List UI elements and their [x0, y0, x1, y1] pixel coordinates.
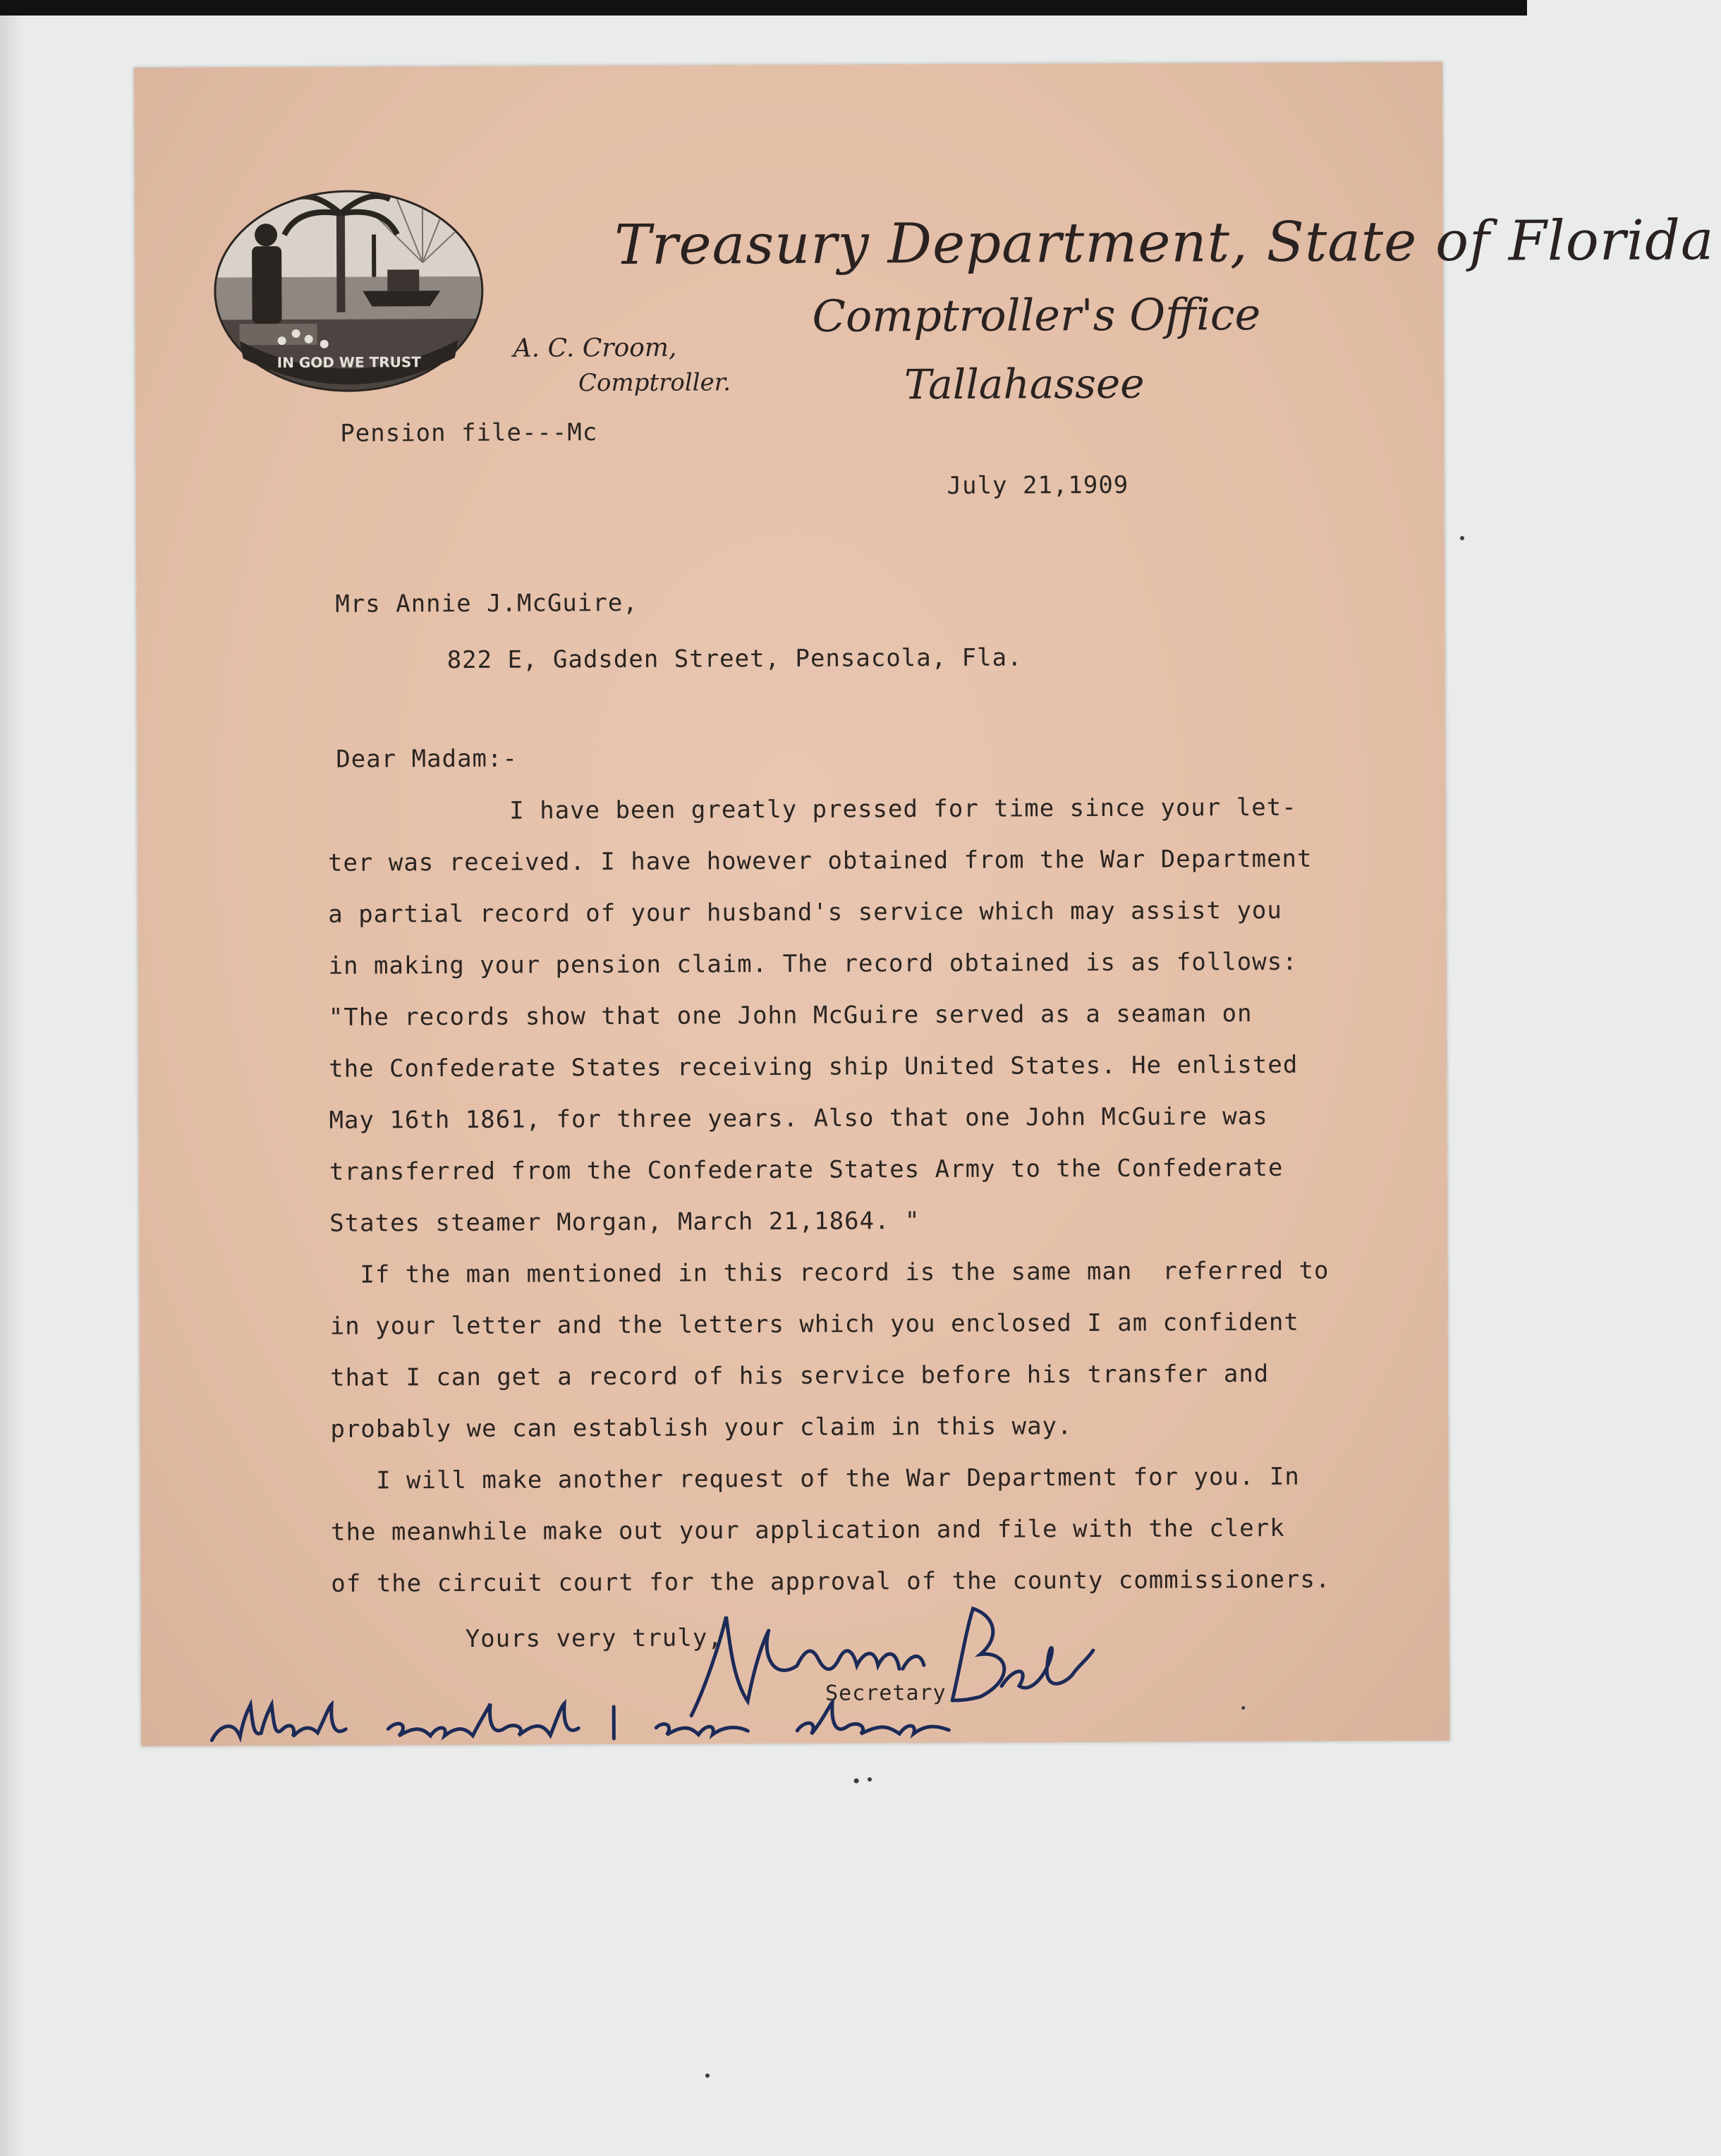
- body-line: transferred from the Confederate States Army to the Confederate: [329, 1153, 1284, 1186]
- scan-speck: [868, 1777, 872, 1782]
- body-line: ter was received. I have however obtained from the War Department: [327, 844, 1313, 877]
- recipient-address: 822 E, Gadsden Street, Pensacola, Fla.: [446, 643, 1023, 675]
- florida-state-seal: [211, 185, 487, 398]
- scanner-edge: [0, 0, 24, 2156]
- body-line: probably we can establish your claim in this way.: [330, 1412, 1073, 1444]
- letter-body: [327, 781, 1410, 1610]
- file-reference: Pension file---Mc: [340, 418, 598, 448]
- body-line: of the circuit court for the approval of the county commissioners.: [331, 1565, 1331, 1598]
- handwritten-note: [205, 1694, 1051, 1754]
- scan-speck: [1460, 536, 1464, 540]
- paragraph-2-quoted-record: [329, 987, 1409, 1250]
- body-line: in your letter and the letters which you enclosed I am confident: [329, 1308, 1299, 1341]
- signer-title: Secretary: [825, 1680, 947, 1706]
- salutation: Dear Madam:-: [336, 744, 518, 774]
- letterhead-official-name: A. C. Croom,: [513, 333, 677, 363]
- recipient-name: Mrs Annie J.McGuire,: [335, 588, 638, 619]
- letterhead-official-title: Comptroller.: [578, 368, 731, 398]
- body-line: May 16th 1861, for three years. Also that one John McGuire was: [329, 1102, 1268, 1135]
- letter-date: July 21,1909: [947, 470, 1129, 500]
- seal-motto: IN GOD WE TRUST: [276, 353, 421, 372]
- letterhead-title: Treasury Department, State of Florida: [614, 209, 1715, 278]
- scan-speck: [705, 2073, 710, 2078]
- body-line: that I can get a record of his service before his transfer and: [330, 1359, 1270, 1392]
- body-line: the meanwhile make out your application and file with the clerk: [330, 1514, 1285, 1547]
- scanner-top-bar: [0, 0, 1527, 16]
- scan-speck: [854, 1779, 859, 1784]
- body-line: "The records show that one John McGuire served as a seaman on: [328, 999, 1253, 1032]
- body-line: I will make another request of the War Department for you. In: [330, 1462, 1300, 1495]
- paragraph-4: [331, 1451, 1411, 1610]
- body-line: States steamer Morgan, March 21,1864. ": [329, 1207, 920, 1238]
- paragraph-3: [329, 1245, 1409, 1456]
- body-line: a partial record of your husband's service which may assist you: [328, 896, 1282, 929]
- letterhead-city: Tallahassee: [904, 359, 1145, 409]
- letterhead-office: Comptroller's Office: [812, 288, 1261, 342]
- paragraph-1: [327, 781, 1407, 992]
- body-line: If the man mentioned in this record is the same man referred to: [329, 1256, 1330, 1289]
- body-line: I have been greatly pressed for time since your let-: [327, 793, 1297, 826]
- body-line: in making your pension claim. The record obtained is as follows:: [328, 947, 1298, 980]
- scan-speck: [1241, 1706, 1245, 1710]
- closing: Yours very truly,: [465, 1624, 723, 1653]
- body-line: the Confederate States receiving ship United States. He enlisted: [329, 1050, 1299, 1083]
- letter-page: [134, 62, 1715, 1746]
